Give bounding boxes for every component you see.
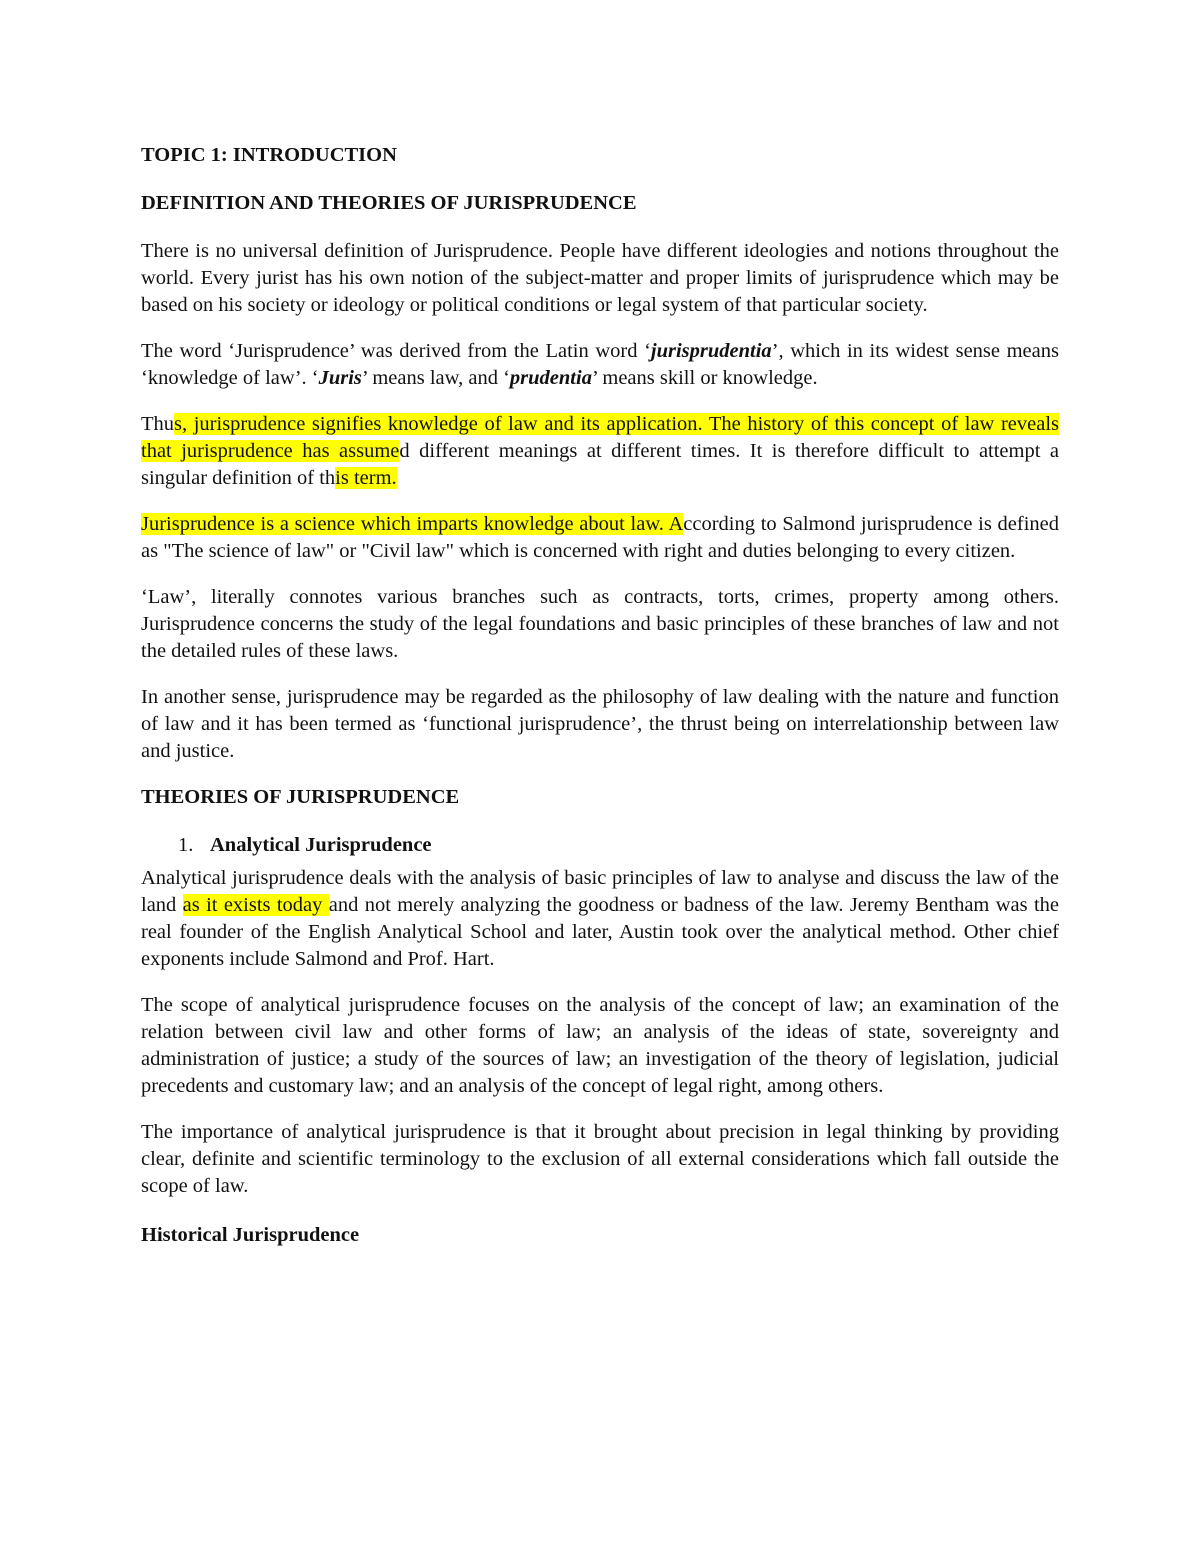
sub-heading-historical: Historical Jurisprudence [141,1224,360,1246]
paragraph-analytical-scope: The scope of analytical jurisprudence focuses on the analysis of the concept of law; an examination of the relation between civil law and other forms of law; an analysis of the ideas of state, sovereignty and administration of justice; a study of the sources of law; an investigation of the theory of legislation, judicial precedents and customary law; and an analysis of the concept of legal right, among others. [141,994,1059,1097]
text-run: ccording to Salmond jurisprudence is defined as "The science of law" or "Civil law" which is concerned with right and duties belonging to every citizen. [141,513,1059,562]
highlighted-text: is term. [335,467,397,489]
paragraph-universal-definition: There is no universal definition of Jurisprudence. People have different ideologies and notions throughout the world. Every jurist has his own notion of the subject-matter and proper limits of jurisprudence which may be based on his society or ideology or political conditions or legal system of that particular society. [141,240,1059,316]
text-run: The word ‘Jurisprudence’ was derived from the Latin word ‘ [141,340,651,362]
paragraph-signifies-knowledge [141,411,1059,492]
highlighted-text: s, jurisprudence signifies knowledge of law and its application. The history of this concept of law reveals that jurisprudence has assume [141,413,1059,462]
paragraph-science-of-law [141,511,1059,565]
latin-term-prudentia: prudentia [509,367,592,389]
text-run: Thu [141,413,175,435]
text-run: ’ means skill or knowledge. [591,367,818,389]
list-number: 1. [178,834,194,856]
text-run: and not merely analyzing the goodness or badness of the law. Jeremy Bentham was the real founder of the English Analytical School and later, Austin took over the analytical method. Other chief exponents include Salmond and Prof. Hart. [141,894,1059,970]
text-run: Analytical jurisprudence deals with the analysis of basic principles of law to analyse and discuss the law of the land [141,867,1059,916]
list-item-label: Analytical Jurisprudence [210,834,432,856]
section-heading-theories: THEORIES OF JURISPRUDENCE [141,786,460,808]
list-item-analytical [141,832,1059,859]
paragraph-analytical-importance: The importance of analytical jurisprudence is that it brought about precision in legal thinking by providing clear, definite and scientific terminology to the exclusion of all external considerations which fall outside the scope of law. [141,1121,1059,1197]
paragraph-law-branches: ‘Law’, literally connotes various branches such as contracts, torts, crimes, property among others. Jurisprudence concerns the study of the legal foundations and basic principles of these branches of law and not the detailed rules of these laws. [141,586,1059,662]
latin-term-juris: Juris [318,367,362,389]
page-title: TOPIC 1: INTRODUCTION [141,144,397,166]
section-heading-definition: DEFINITION AND THEORIES OF JURISPRUDENCE [141,192,637,214]
highlighted-text: as it exists today [182,894,329,916]
text-run: ’, which in its widest sense means ‘knowledge of law’. ‘ [141,340,1059,389]
text-run: d different meanings at different times. It is therefore difficult to attempt a singular definition of th [141,440,1059,489]
paragraph-word-origin [141,338,1059,392]
paragraph-functional-jurisprudence: In another sense, jurisprudence may be regarded as the philosophy of law dealing with the nature and function of law and it has been termed as ‘functional jurisprudence’, the thrust being on interrelationship between law and justice. [141,686,1059,762]
text-run: ’ means law, and ‘ [361,367,510,389]
latin-term-jurisprudentia: jurisprudentia [650,340,772,362]
paragraph-analytical-definition [141,865,1059,973]
highlighted-text: Jurisprudence is a science which imparts knowledge about law. A [141,513,684,535]
